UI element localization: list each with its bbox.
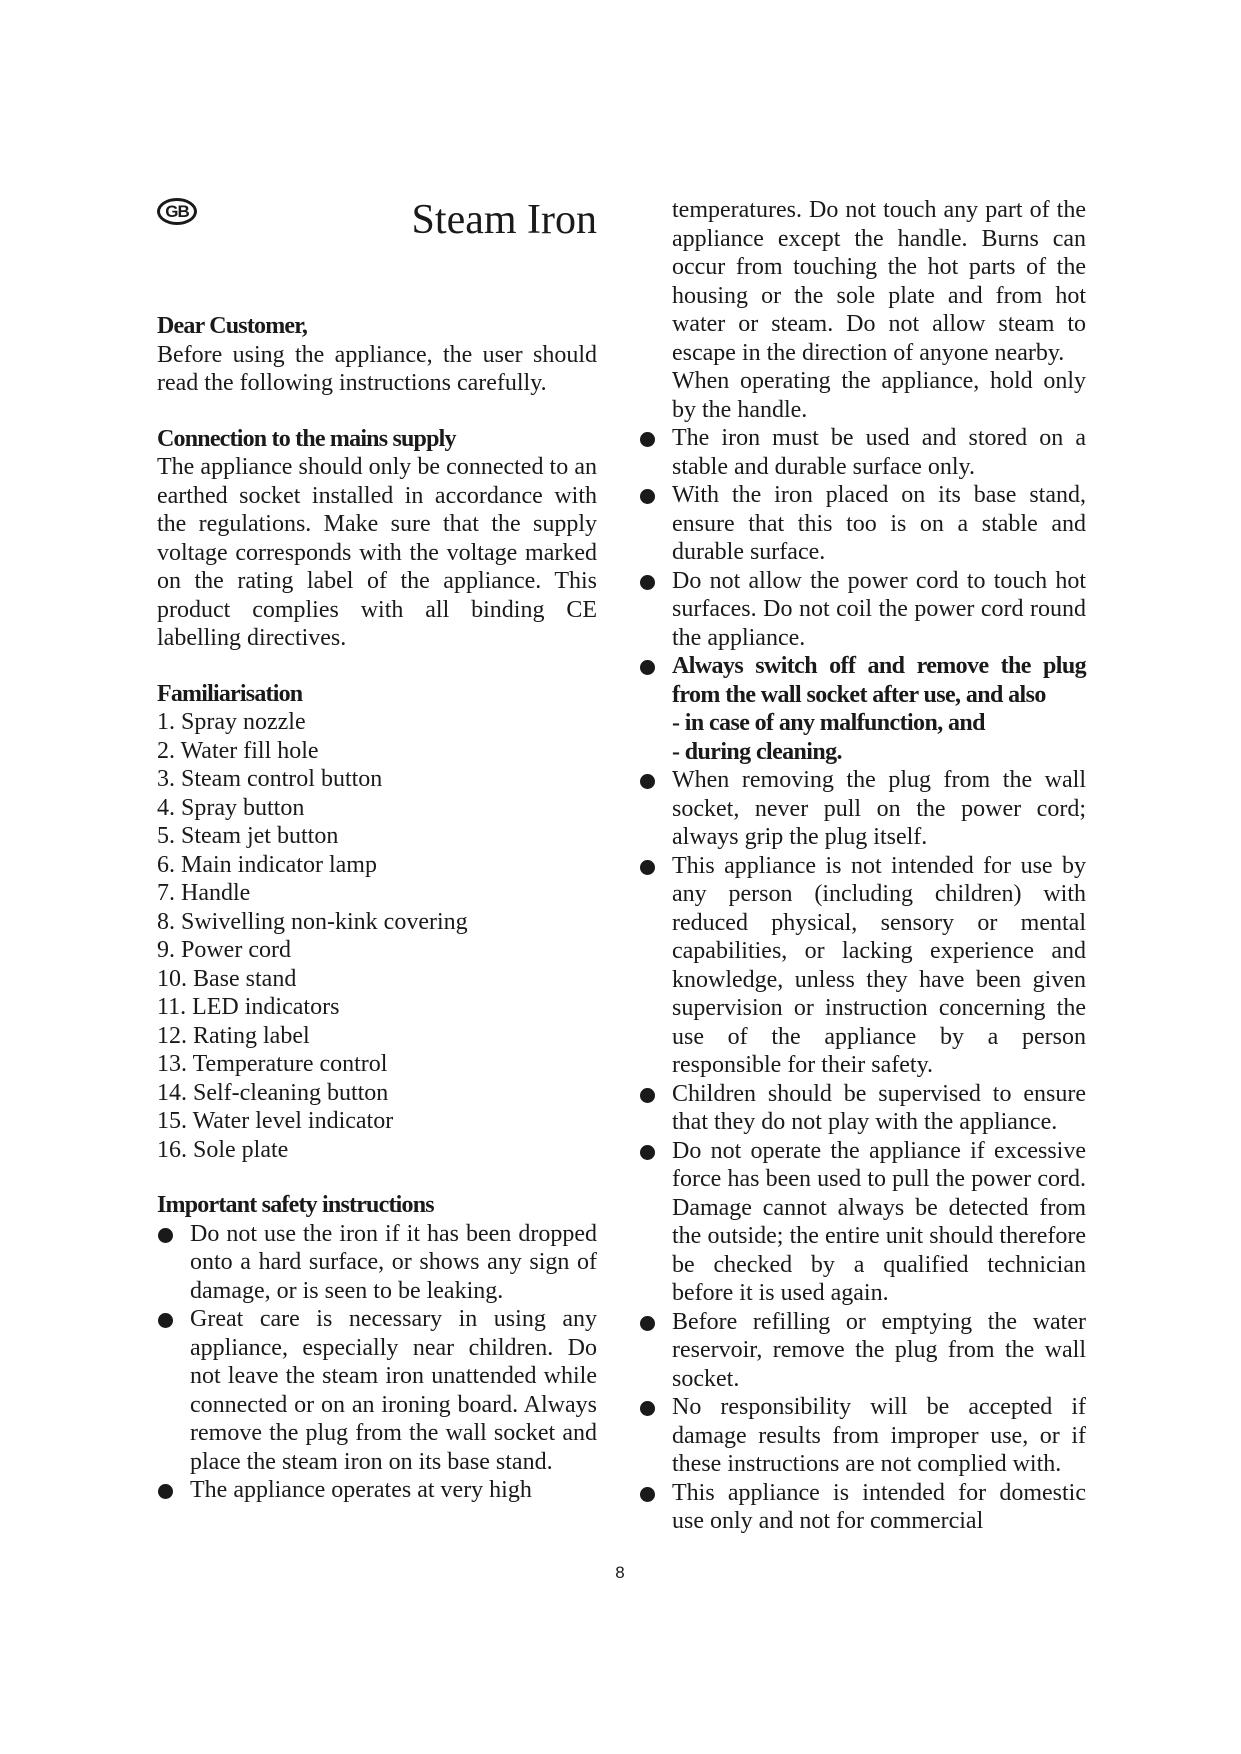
parts-list	[157, 708, 597, 1164]
mains-heading: Connection to the mains supply	[157, 425, 456, 452]
list-item: 12. Rating label	[157, 1022, 310, 1049]
list-item: 11. LED indicators	[157, 994, 340, 1020]
bullet-icon	[640, 1145, 655, 1160]
list-item: Children should be supervised to ensure that they do not play with the appliance.	[639, 1080, 1086, 1137]
list-item: 13. Temperature control	[157, 1051, 388, 1077]
country-badge: GB	[157, 198, 197, 225]
safety-list-right	[639, 424, 1086, 1536]
list-item: 7. Handle	[157, 880, 251, 906]
mains-section	[157, 425, 597, 653]
list-item: The iron must be used and stored on a stable and durable surface only.	[639, 424, 1086, 481]
bullet-icon	[158, 1313, 173, 1328]
list-item: 3. Steam control button	[157, 766, 383, 792]
familiarisation-heading: Familiarisation	[157, 680, 303, 707]
list-item: When removing the plug from the wall socket, never pull on the power cord; always grip the plug itself.	[639, 766, 1086, 852]
list-item: 5. Steam jet button	[157, 823, 339, 849]
mains-text: The appliance should only be connected to an earthed socket installed in accordance with the regulations. Make sure that the supply voltage corresponds with the voltage marked on the rating label of the appliance. This product complies with all binding CE labelling directives.	[157, 454, 597, 651]
list-item: 15. Water level indicator	[157, 1108, 394, 1134]
list-item: Before refilling or emptying the water reservoir, remove the plug from the wall socket.	[639, 1308, 1086, 1394]
bullet-icon	[640, 660, 655, 675]
safety-continuation-2: When operating the appliance, hold only by the handle.	[672, 368, 1086, 423]
bullet-icon	[640, 489, 655, 504]
bullet-icon	[640, 575, 655, 590]
right-column	[639, 196, 1086, 1536]
familiarisation-section	[157, 680, 597, 1165]
list-item: 9. Power cord	[157, 937, 291, 963]
list-item: 1. Spray nozzle	[157, 709, 306, 735]
list-item: 4. Spray button	[157, 794, 305, 821]
bullet-icon	[640, 774, 655, 789]
list-item: 16. Sole plate	[157, 1136, 289, 1163]
list-item: No responsibility will be accepted if damage results from improper use, or if these instructions are not complied with.	[639, 1393, 1086, 1479]
safety-section	[157, 1191, 597, 1505]
list-item: This appliance is intended for domestic use only and not for commercial	[639, 1479, 1086, 1536]
bullet-icon	[640, 432, 655, 447]
list-item: 6. Main indicator lamp	[157, 851, 377, 878]
greeting-section	[157, 312, 597, 398]
bullet-icon	[640, 1487, 655, 1502]
bullet-icon	[158, 1484, 173, 1499]
page-header	[157, 196, 597, 252]
bullet-icon	[158, 1228, 173, 1243]
bullet-icon	[640, 860, 655, 875]
list-item: This appliance is not intended for use by any person (including children) with reduced physical, sensory or mental capabilities, or lacking experience and knowledge, unless they have been given supervision or instruction concerning the use of the appliance by a person responsible for their safety.	[639, 852, 1086, 1080]
list-item-bold: Always switch off and remove the plug from the wall socket after use, and also - in case of any malfunction, and - during cleaning.	[639, 652, 1086, 766]
list-item: Do not operate the appliance if excessive force has been used to pull the power cord. Damage cannot always be detected from the outside; the entire unit should therefore be checked by a qualified technician before it is used again.	[639, 1137, 1086, 1308]
safety-heading: Important safety instructions	[157, 1192, 434, 1218]
bullet-icon	[640, 1401, 655, 1416]
list-item: 2. Water fill hole	[157, 737, 319, 764]
list-item: 10. Base stand	[157, 965, 297, 992]
bullet-icon	[640, 1316, 655, 1331]
list-item: The appliance operates at very high	[157, 1476, 597, 1505]
page-title: Steam Iron	[411, 197, 597, 243]
greeting-text: Before using the appliance, the user should read the following instructions carefully.	[157, 341, 597, 396]
list-item: 8. Swivelling non-kink covering	[157, 908, 468, 935]
list-item: Great care is necessary in using any appliance, especially near children. Do not leave the steam iron unattended while connected or on an ironing board. Always remove the plug from the wall socket and place the steam iron on its base stand.	[157, 1305, 597, 1476]
list-item: 14. Self-cleaning button	[157, 1079, 389, 1106]
bullet-icon	[640, 1088, 655, 1103]
safety-continuation: temperatures. Do not touch any part of the appliance except the handle. Burns can occur from touching the hot parts of the housing or the sole plate and from hot water or steam. Do not allow steam to escape in the direction of anyone nearby.	[672, 197, 1086, 366]
page-number: 8	[615, 1563, 625, 1582]
greeting-heading: Dear Customer,	[157, 313, 308, 339]
safety-list-left	[157, 1220, 597, 1505]
list-item: Do not allow the power cord to touch hot surfaces. Do not coil the power cord round the appliance.	[639, 567, 1086, 653]
left-column	[157, 312, 597, 1505]
list-item: With the iron placed on its base stand, ensure that this too is on a stable and durable surface.	[639, 481, 1086, 567]
list-item: Do not use the iron if it has been dropped onto a hard surface, or shows any sign of damage, or is seen to be leaking.	[157, 1220, 597, 1306]
